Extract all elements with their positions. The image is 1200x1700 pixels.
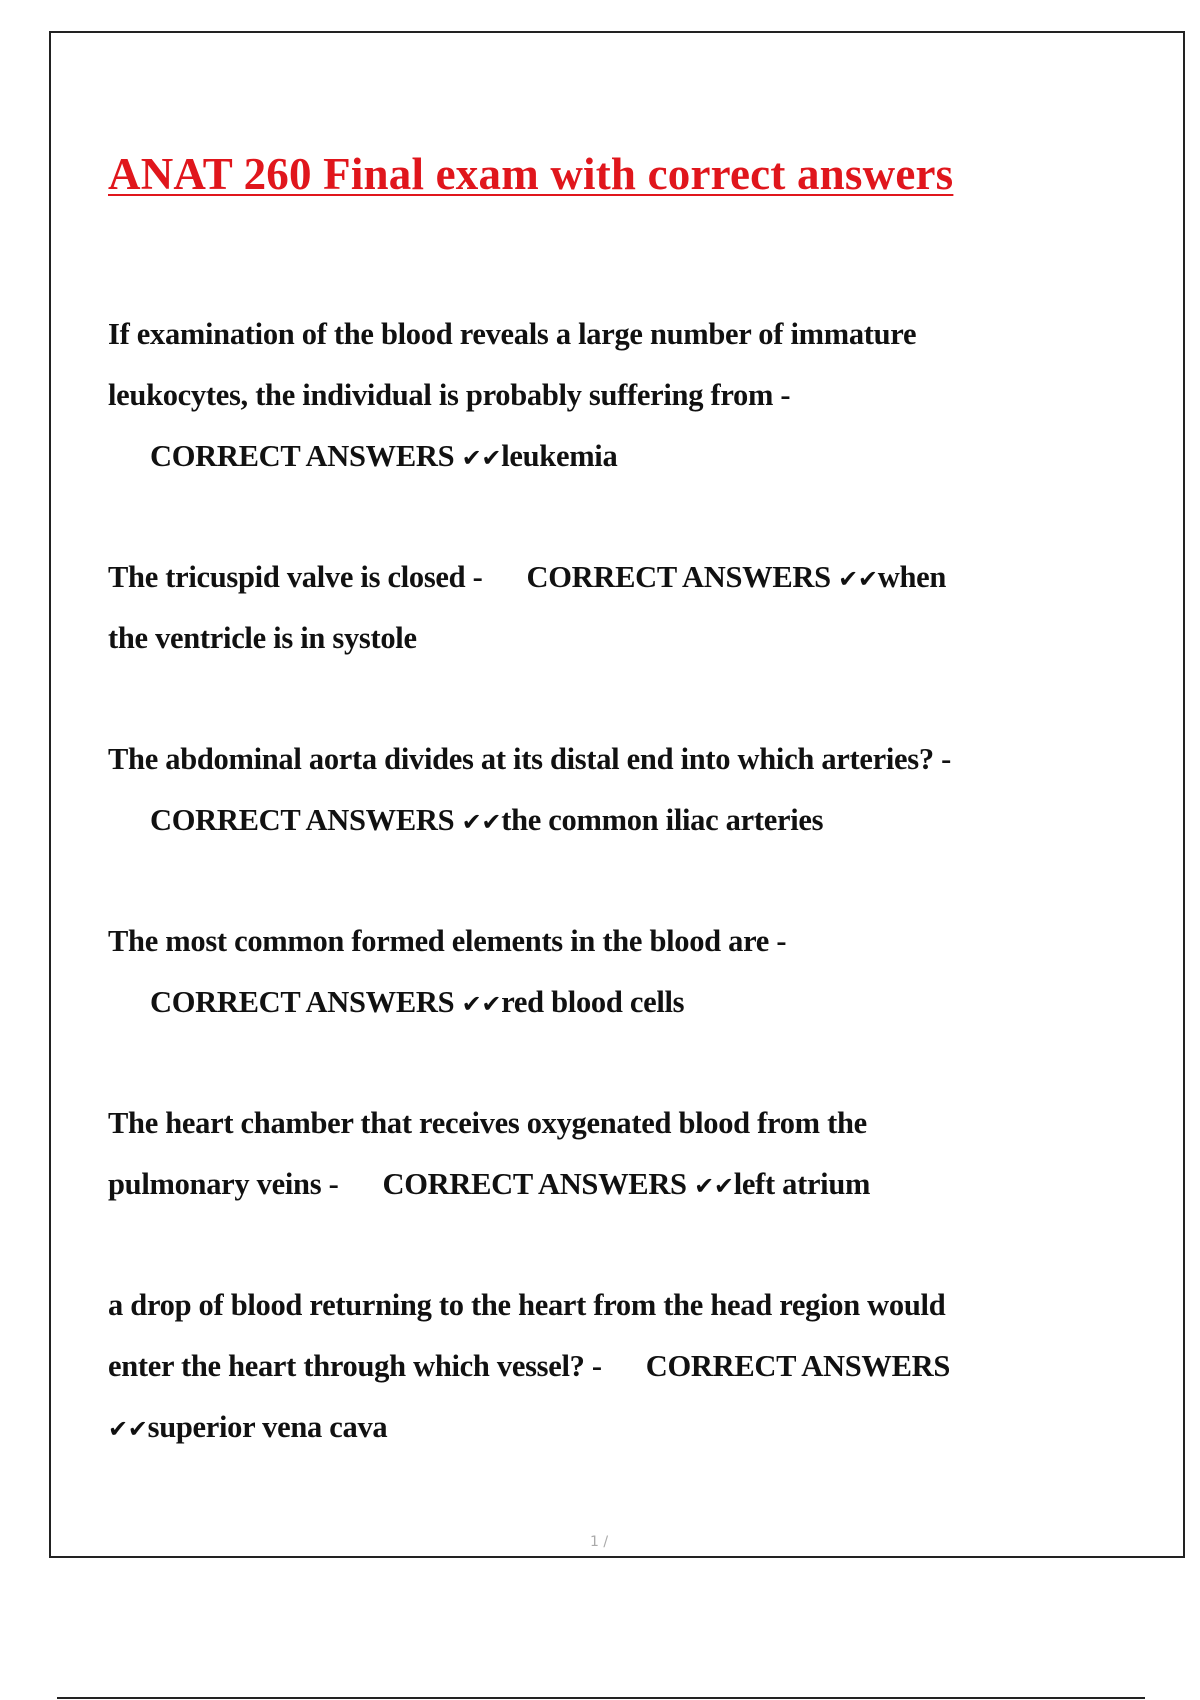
question-4-line-1: The most common formed elements in the blood are -: [108, 924, 787, 958]
qa-item-1: [108, 304, 1028, 487]
footer-divider: [57, 1697, 1145, 1699]
page-number: 1 /: [590, 1534, 609, 1550]
answer-1-text: leukemia: [501, 439, 618, 473]
question-1-line-1: If examination of the blood reveals a large number of immature: [108, 317, 917, 351]
document-title: ANAT 260 Final exam with correct answers: [108, 149, 954, 199]
question-2-line-1: [108, 547, 1028, 608]
answer-4-line: [108, 972, 1028, 1033]
check-marks-icon: ✔✔: [108, 1415, 148, 1443]
question-3-line-1: The abdominal aorta divides at its distal end into which arteries? -: [108, 742, 951, 776]
answer-3-text: the common iliac arteries: [501, 803, 824, 837]
answer-2-part-1: when: [877, 560, 947, 594]
answer-prefix: CORRECT ANSWERS: [150, 439, 455, 473]
answer-6-text: superior vena cava: [147, 1410, 388, 1444]
answer-prefix: CORRECT ANSWERS: [526, 560, 831, 594]
answer-5-text: left atrium: [733, 1167, 871, 1201]
check-marks-icon: ✔✔: [461, 990, 502, 1018]
question-6-line-2: [108, 1336, 1028, 1397]
check-marks-icon: ✔✔: [461, 808, 502, 836]
check-marks-icon: ✔✔: [461, 444, 502, 472]
question-5-line-1: The heart chamber that receives oxygenated blood from the: [108, 1106, 867, 1140]
answer-3-line: [108, 790, 1028, 851]
answer-prefix: CORRECT ANSWERS: [150, 985, 455, 1019]
question-1-line-2: leukocytes, the individual is probably suffering from -: [108, 378, 791, 412]
answer-1-line: [108, 426, 1028, 487]
check-marks-icon: ✔✔: [838, 565, 878, 593]
question-5-line-2: [108, 1154, 1028, 1215]
question-6-line-1: a drop of blood returning to the heart from the head region would: [108, 1288, 946, 1322]
qa-item-2: [108, 547, 1028, 669]
answer-prefix: CORRECT ANSWERS: [382, 1167, 687, 1201]
question-5-text: pulmonary veins -: [108, 1167, 339, 1201]
answer-6-line: [108, 1397, 1028, 1458]
qa-item-5: [108, 1093, 1028, 1215]
answer-4-text: red blood cells: [501, 985, 685, 1019]
answer-prefix: CORRECT ANSWERS: [150, 803, 455, 837]
question-6-text: enter the heart through which vessel? -: [108, 1349, 602, 1383]
check-marks-icon: ✔✔: [694, 1172, 734, 1200]
qa-item-3: [108, 729, 1028, 851]
answer-2-part-2: the ventricle is in systole: [108, 621, 417, 655]
qa-item-6: [108, 1275, 1028, 1458]
qa-item-4: [108, 911, 1028, 1033]
question-2-text: The tricuspid valve is closed -: [108, 560, 483, 594]
answer-prefix: CORRECT ANSWERS: [645, 1349, 951, 1383]
